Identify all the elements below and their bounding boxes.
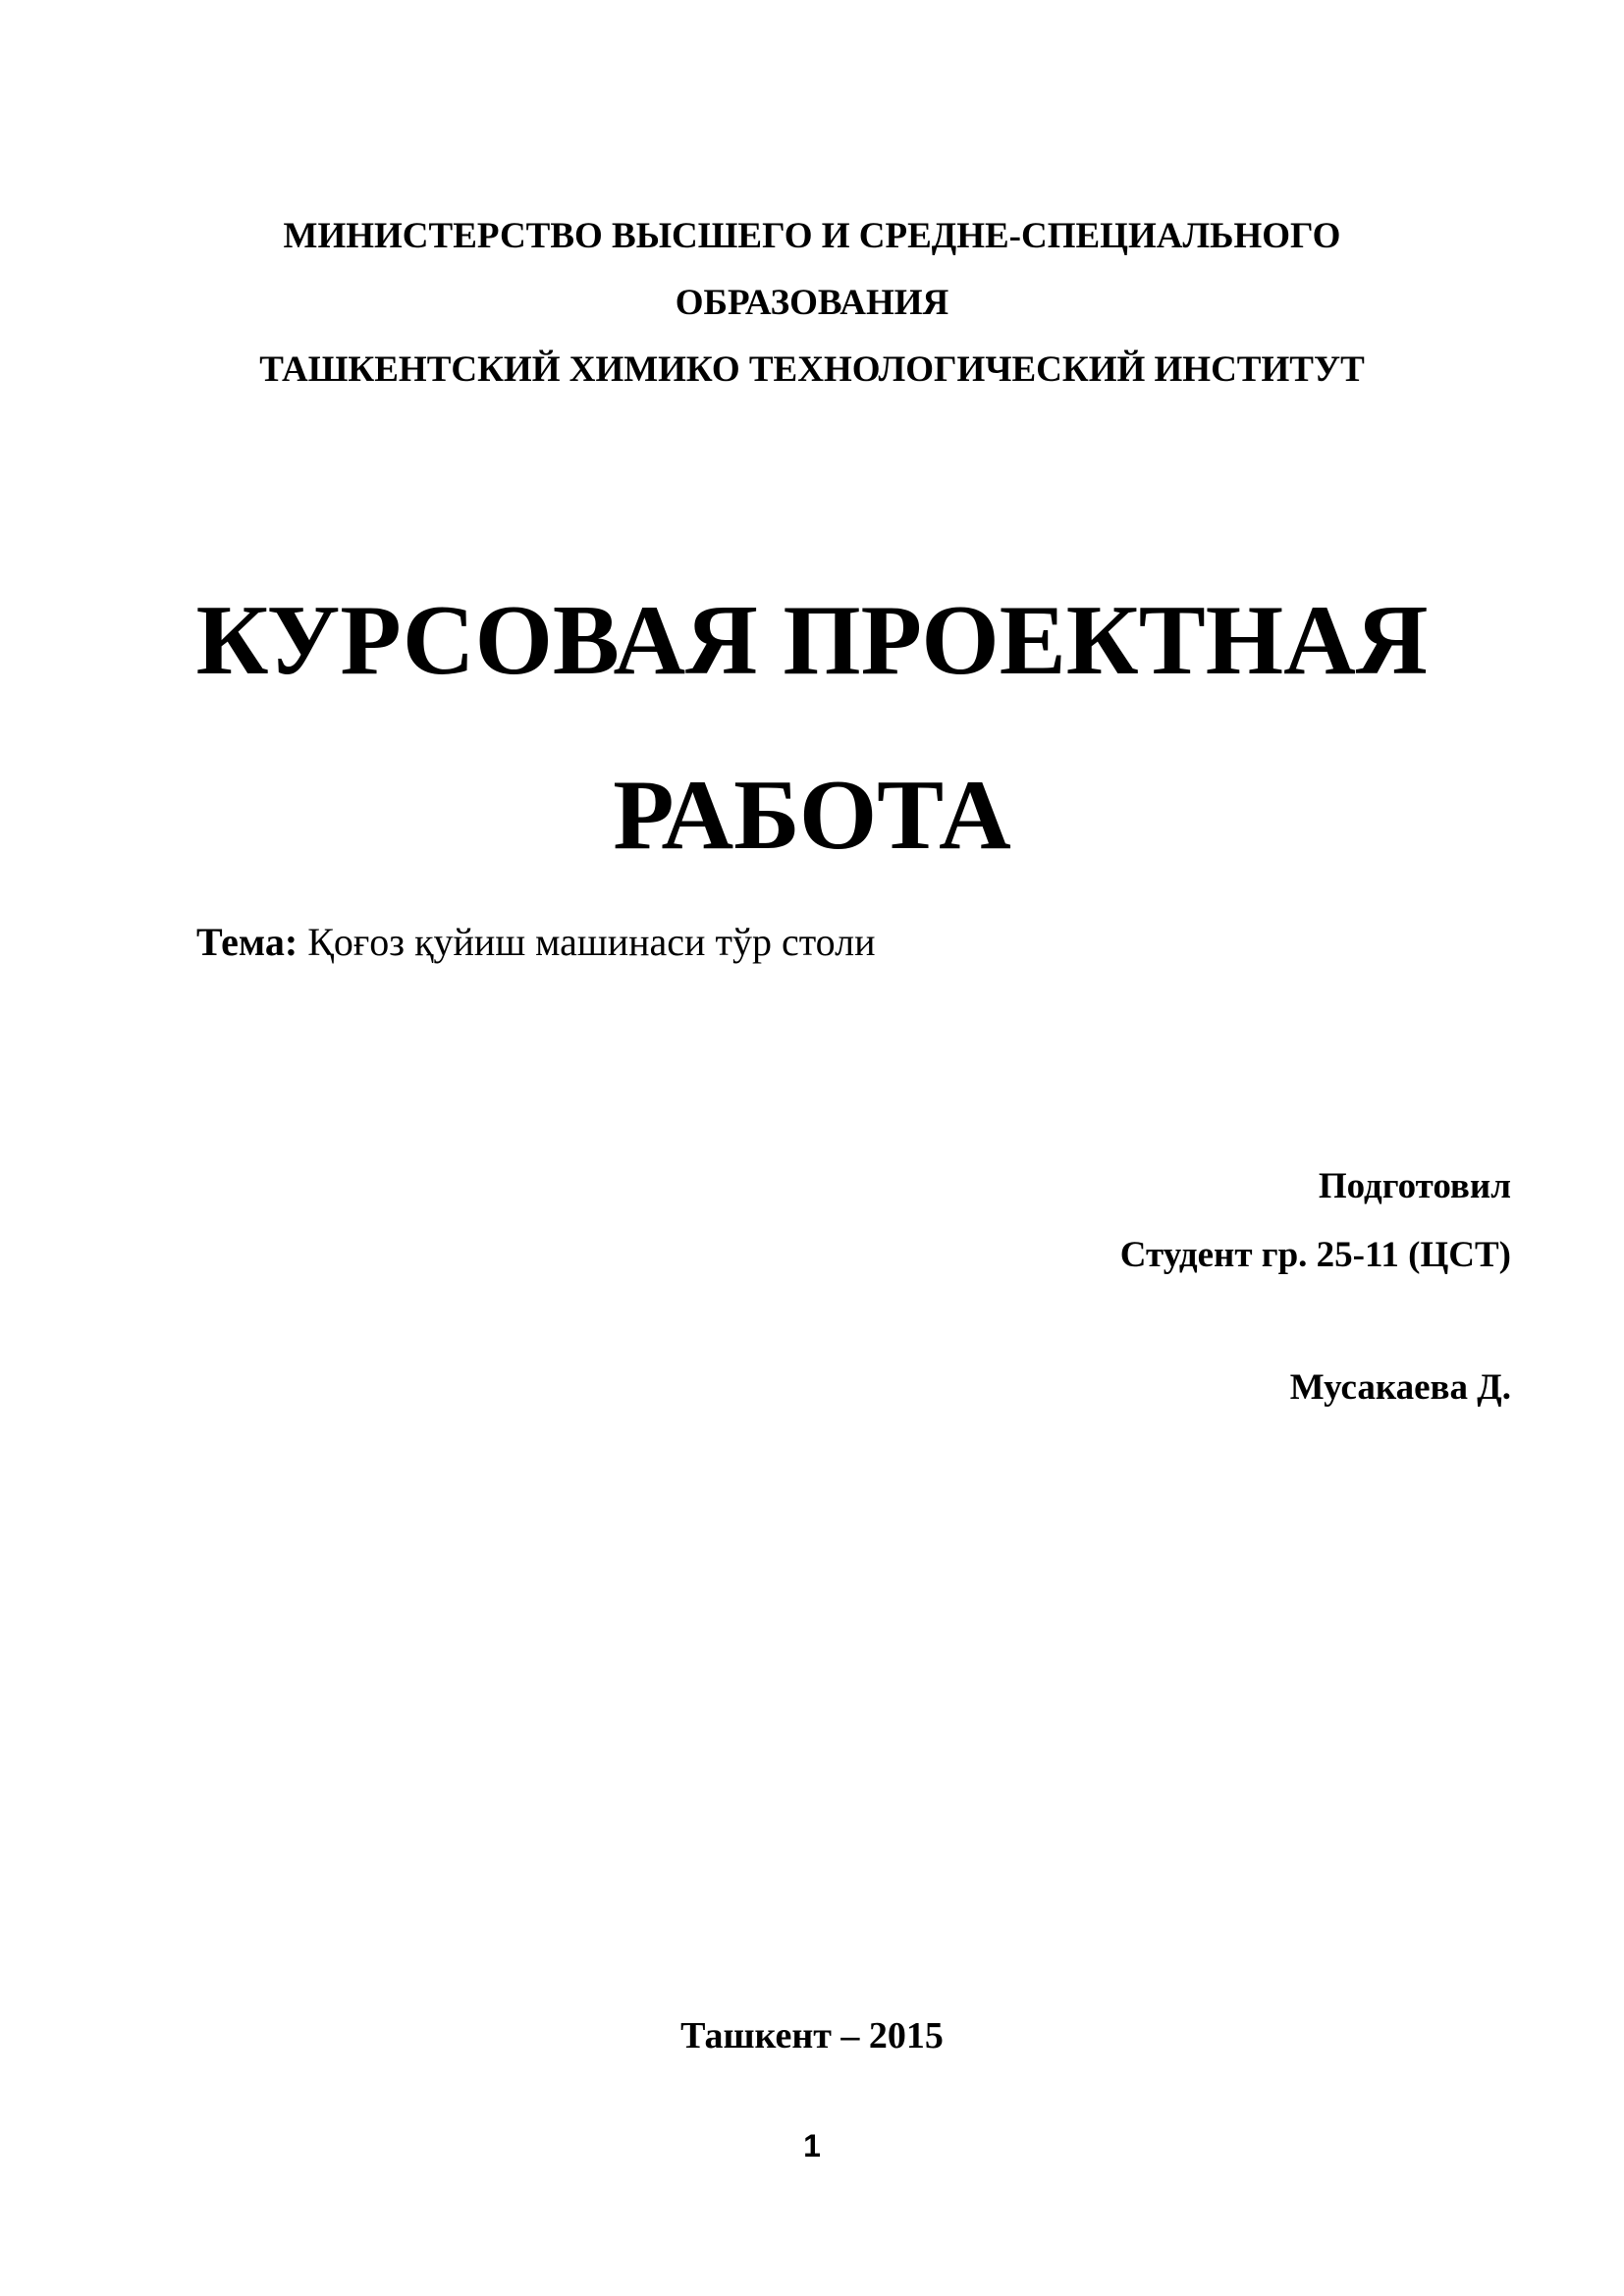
topic-line bbox=[196, 920, 876, 964]
student-name: Мусакаева Д. bbox=[1289, 1367, 1511, 1408]
institute-name: ТАШКЕНТСКИЙ ХИМИКО ТЕХНОЛОГИЧЕСКИЙ ИНСТИТУТ bbox=[259, 349, 1365, 390]
topic-label: Тема: bbox=[196, 920, 298, 964]
prepared-by-label: Подготовил bbox=[1318, 1166, 1511, 1206]
topic-value: Қоғоз қуйиш машинаси тўр столи bbox=[298, 920, 876, 964]
document-title: КУРСОВАЯ ПРОЕКТНАЯ bbox=[195, 585, 1429, 696]
ministry-name-continued: ОБРАЗОВАНИЯ bbox=[675, 283, 949, 323]
city-year: Ташкент – 2015 bbox=[680, 2015, 944, 2056]
ministry-name: МИНИСТЕРСТВО ВЫСШЕГО И СРЕДНЕ-СПЕЦИАЛЬНОГО bbox=[283, 216, 1341, 256]
student-group: Студент гр. 25-11 (ЦСТ) bbox=[1119, 1235, 1511, 1275]
page-number: 1 bbox=[803, 2128, 821, 2163]
document-title-continued: РАБОТА bbox=[613, 760, 1011, 871]
